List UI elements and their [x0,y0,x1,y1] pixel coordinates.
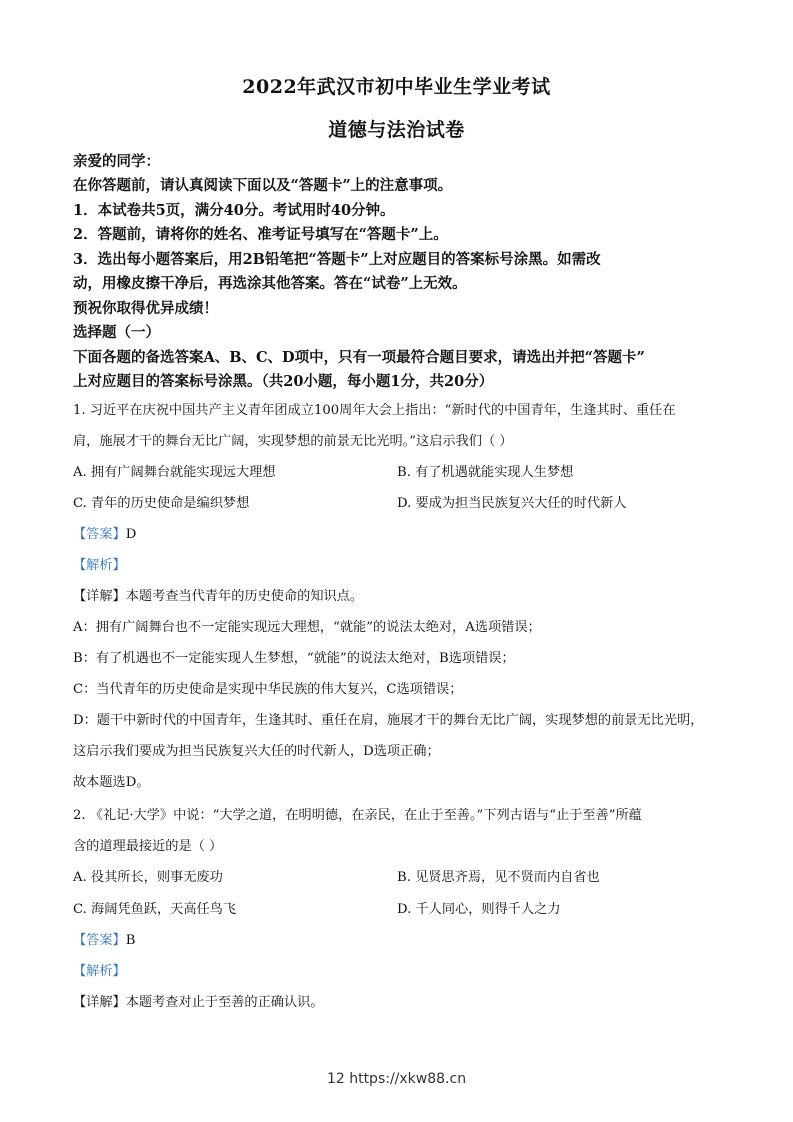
question-stem: 含的道理最接近的是（ ） [73,839,223,854]
answer-value: B [125,933,136,948]
detail-line: 这启示我们要成为担当民族复兴大任的时代新人，D选项正确； [73,744,440,759]
answer-label: 【答案】 [73,933,126,948]
section-desc: 上对应题目的答案标号涂黑。（共20小题，每小题1分，共20分） [73,373,494,390]
instruction-item: 1．本试卷共5页，满分40分。考试用时40分钟。 [73,202,395,219]
wish-text: 预祝你取得优异成绩！ [73,300,218,317]
option-c: C. 海阔凭鱼跃，天高任鸟飞 [73,902,237,917]
footer-page-url[interactable]: 12 https://xkw88.cn [326,1071,467,1087]
instructions-intro: 在你答题前，请认真阅读下面以及“答题卡”上的注意事项。 [73,177,453,194]
instruction-item: 2．答题前，请将你的姓名、准考证号填写在“答题卡”上。 [73,226,448,243]
option-b: B. 见贤思齐焉，见不贤而内自省也 [397,870,600,885]
question-stem: 1. 习近平在庆祝中国共产主义青年团成立100周年大会上指出：“新时代的中国青年，生逢其时、重任在 [73,403,676,418]
answer-line [73,929,135,948]
exam-title: 2022年武汉市初中毕业生学业考试 [242,76,551,98]
detail-line: 【详解】本题考查对止于至善的正确认识。 [73,995,324,1010]
detail-line: A：拥有广阔舞台也不一定能实现远大理想，“就能”的说法太绝对，A选项错误； [73,620,541,635]
section-title: 选择题（一） [73,324,160,341]
answer-value: D [125,527,137,542]
detail-line: 【详解】本题考查当代青年的历史使命的知识点。 [73,589,364,604]
question-stem: 2. 《礼记·大学》中说：“大学之道，在明明德，在亲民，在止于至善。”下列古语与“止于至善”所蕴 [73,808,642,823]
option-b: B. 有了机遇就能实现人生梦想 [397,465,574,480]
question-stem: 肩，施展才干的舞台无比广阔，实现梦想的前景无比光明。”这启示我们（ ） [73,434,513,449]
greeting: 亲爱的同学： [73,153,160,170]
section-desc: 下面各题的备选答案A、B、C、D项中，只有一项最符合题目要求，请选出并把“答题卡” [73,349,645,366]
detail-line: B：有了机遇也不一定能实现人生梦想，“就能”的说法太绝对，B选项错误； [73,651,515,666]
option-a: A. 役其所长，则事无废功 [73,870,223,885]
detail-line: 故本题选D。 [73,775,150,790]
detail-line: D：题干中新时代的中国青年，生逢其时、重任在肩，施展才干的舞台无比广阔，实现梦想的前景无比光明， [73,713,704,728]
analysis-label: 【解析】 [73,558,126,573]
answer-label: 【答案】 [73,527,126,542]
exam-subtitle: 道德与法治试卷 [328,119,465,141]
instruction-item: 3．选出每小题答案后，用2B铅笔把“答题卡”上对应题目的答案标号涂黑。如需改 [73,251,601,268]
instruction-item: 动，用橡皮擦干净后，再选涂其他答案。答在“试卷”上无效。 [73,275,467,292]
option-d: D. 要成为担当民族复兴大任的时代新人 [397,496,627,511]
answer-line [73,523,136,542]
option-d: D. 千人同心，则得千人之力 [397,902,561,917]
option-c: C. 青年的历史使命是编织梦想 [73,496,250,511]
option-a: A. 拥有广阔舞台就能实现远大理想 [73,465,276,480]
detail-line: C：当代青年的历史使命是实现中华民族的伟大复兴，C选项错误； [73,682,463,697]
analysis-label: 【解析】 [73,964,126,979]
